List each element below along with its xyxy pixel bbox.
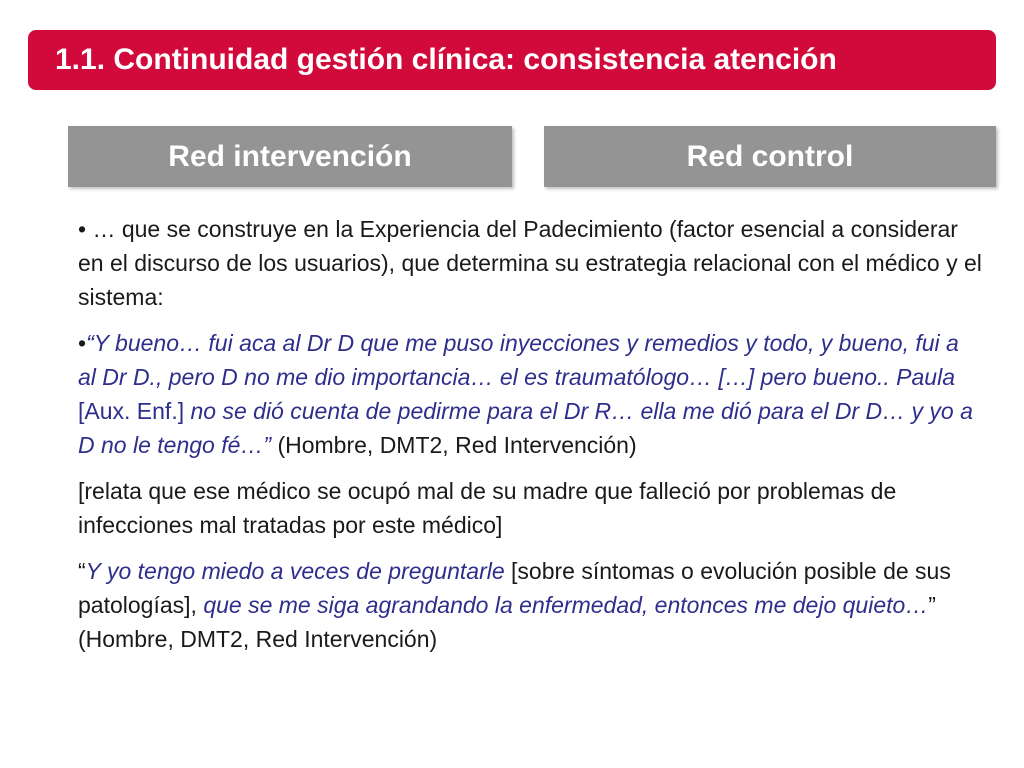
quote-note: [Aux. Enf.] [78,398,191,424]
paragraph-quote-1 [78,326,983,462]
header-red-intervencion: Red intervención [68,126,512,187]
paragraph-quote-2 [78,554,983,656]
header-red-control: Red control [544,126,996,187]
title-bar [28,30,996,90]
paragraph-intro: • … que se construye en la Experiencia del Padecimiento (factor esencial a considerar en el discurso de los usuarios), que determina su estrategia relacional con el médico y el sistema: [78,216,982,310]
quote-part-a: “Y bueno… fui aca al Dr D que me puso inyecciones y remedios y todo, y bueno, fui a al Dr D., pero D no me dio importancia… el es traumatólogo… […] pero bueno.. Paula [78,330,959,390]
quote-attribution: (Hombre, DMT2, Red Intervención) [271,432,637,458]
content-body [78,212,983,656]
quote-note: [sobre síntomas o evolución posible de sus patologías], [78,558,951,618]
quote-part-b: no se dió cuenta de pedirme para el Dr R… ella me dió para el Dr D… y yo a D no le tengo fé…” [78,398,973,458]
quote-attribution: (Hombre, DMT2, Red Intervención) [78,626,438,652]
bullet: • [78,330,87,356]
open-quote: “ [78,558,86,584]
paragraph-note: [relata que ese médico se ocupó mal de su madre que falleció por problemas de infecciones mal tratadas por este médico] [78,478,897,538]
page-title: 1.1. Continuidad gestión clínica: consistencia atención [55,43,837,76]
quote-part-a: Y yo tengo miedo a veces de preguntarle [85,558,505,584]
quote-part-b: que se me siga agrandando la enfermedad, entonces me dejo quieto… [203,592,929,618]
close-quote: ” [928,592,936,618]
